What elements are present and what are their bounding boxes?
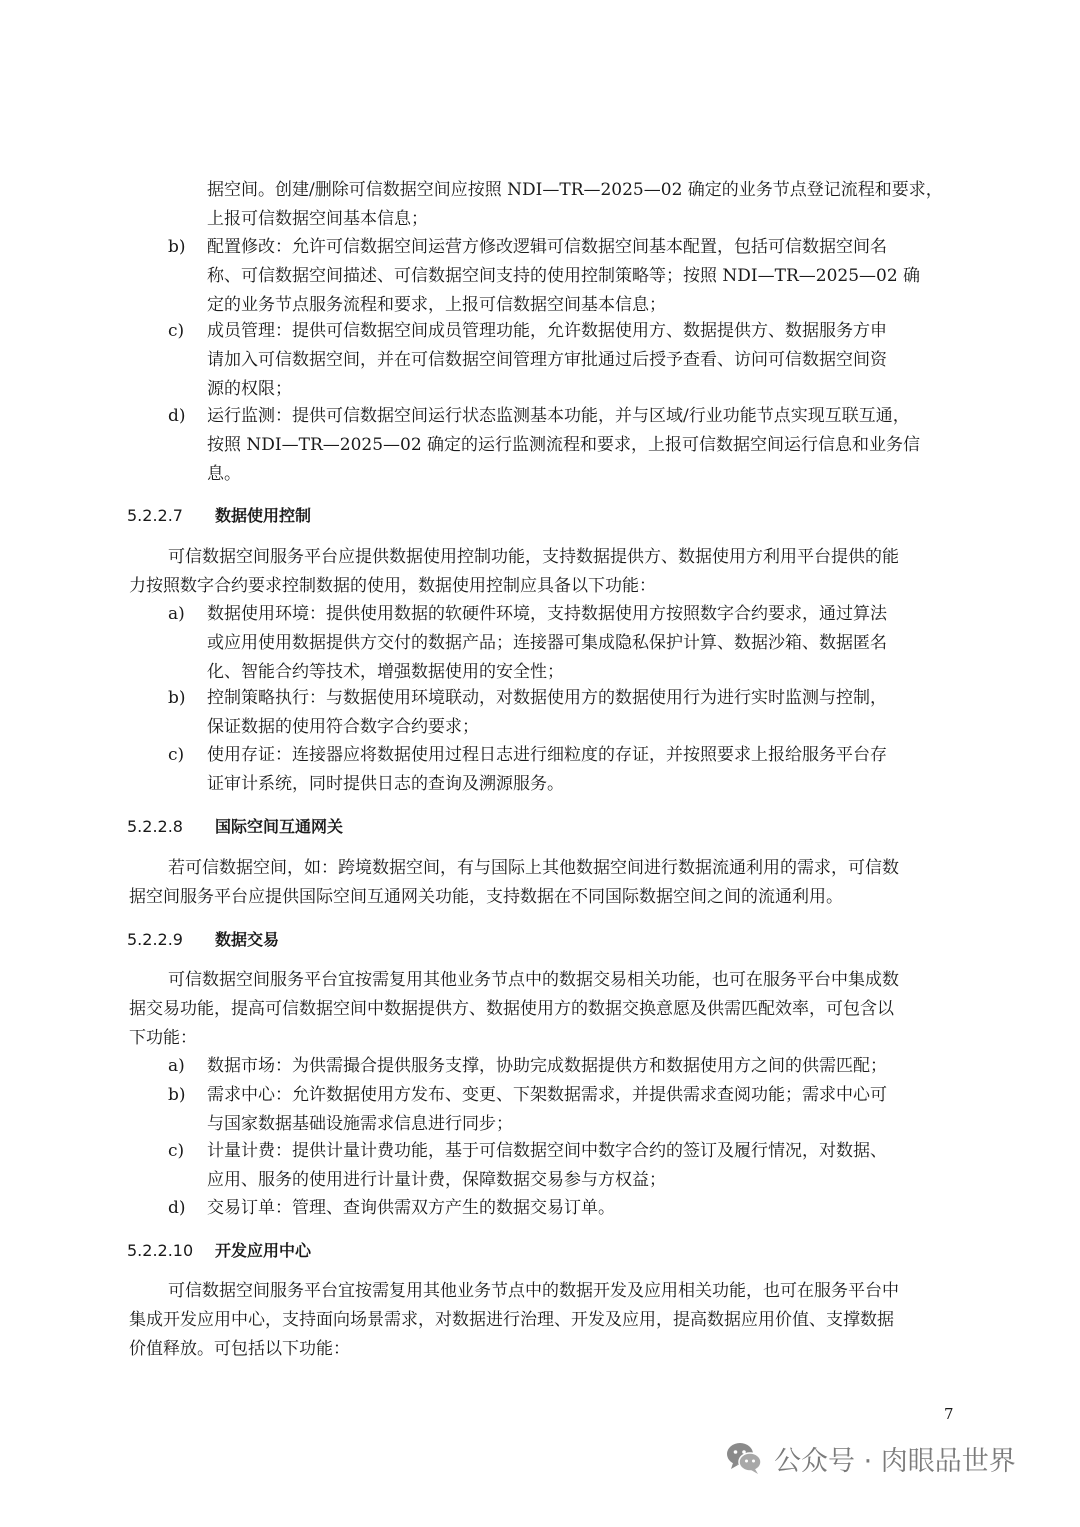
section-number: 5.2.2.7 bbox=[127, 506, 183, 525]
list-marker: c) bbox=[168, 1141, 185, 1161]
list-item-text bbox=[207, 1081, 887, 1139]
section-paragraph-continued bbox=[129, 883, 843, 912]
text-line: 下功能： bbox=[129, 1028, 197, 1048]
text-line: 据空间。创建/删除可信数据空间应按照 NDI—TR—2025—02 确定的业务节点登记流程和要求， bbox=[207, 180, 943, 200]
text-line: 据交易功能，提高可信数据空间中数据提供方、数据使用方的数据交换意愿及供需匹配效率，可包含以 bbox=[129, 999, 894, 1019]
text-line: 力按照数字合约要求控制数据的使用，数据使用控制应具备以下功能： bbox=[129, 576, 656, 596]
list-item-text bbox=[207, 1052, 887, 1081]
text-line: 可信数据空间服务平台宜按需复用其他业务节点中的数据开发及应用相关功能，也可在服务平台中 bbox=[168, 1281, 899, 1301]
text-line: 化、智能合约等技术，增强数据使用的安全性； bbox=[207, 662, 564, 682]
list-item-text bbox=[207, 741, 887, 799]
intro-paragraph bbox=[207, 176, 943, 234]
section-paragraph-continued bbox=[129, 572, 656, 601]
watermark-text: 公众号 · 肉眼品世界 bbox=[774, 1445, 1016, 1477]
section-paragraph bbox=[168, 543, 899, 572]
list-item-text bbox=[207, 1137, 887, 1195]
section-heading bbox=[127, 813, 343, 841]
list-marker: a) bbox=[168, 1056, 185, 1076]
text-line: 数据市场：为供需撮合提供服务支撑，协助完成数据提供方和数据使用方之间的供需匹配； bbox=[207, 1056, 887, 1076]
text-line: 息。 bbox=[207, 464, 241, 484]
list-marker: a) bbox=[168, 604, 185, 624]
list-item-text bbox=[207, 402, 920, 489]
text-line: 按照 NDI—TR—2025—02 确定的运行监测流程和要求，上报可信数据空间运行信息和业务信 bbox=[207, 435, 921, 455]
text-line: 应用、服务的使用进行计量计费，保障数据交易参与方权益； bbox=[207, 1170, 666, 1190]
section-title: 开发应用中心 bbox=[215, 1241, 312, 1260]
text-line: 与国家数据基础设施需求信息进行同步； bbox=[207, 1114, 513, 1134]
text-line: 集成开发应用中心，支持面向场景需求，对数据进行治理、开发及应用，提高数据应用价值、支撑数据 bbox=[129, 1310, 894, 1330]
text-line: 控制策略执行：与数据使用环境联动，对数据使用方的数据使用行为进行实时监测与控制， bbox=[207, 688, 887, 708]
section-paragraph bbox=[168, 1277, 899, 1306]
text-line: 需求中心：允许数据使用方发布、变更、下架数据需求，并提供需求查阅功能；需求中心可 bbox=[207, 1085, 887, 1105]
watermark bbox=[724, 1434, 1016, 1482]
text-line: 上报可信数据空间基本信息； bbox=[207, 209, 428, 229]
text-line: 源的权限； bbox=[207, 379, 292, 399]
section-title: 数据交易 bbox=[215, 930, 280, 949]
section-number: 5.2.2.8 bbox=[127, 817, 183, 836]
section-number: 5.2.2.10 bbox=[127, 1241, 194, 1260]
section-title: 数据使用控制 bbox=[215, 506, 312, 525]
page-number: 7 bbox=[944, 1405, 954, 1423]
list-marker: d) bbox=[168, 406, 186, 426]
text-line: 或应用使用数据提供方交付的数据产品；连接器可集成隐私保护计算、数据沙箱、数据匿名 bbox=[207, 633, 887, 653]
section-paragraph bbox=[168, 966, 899, 995]
text-line: 可信数据空间服务平台应提供数据使用控制功能，支持数据提供方、数据使用方利用平台提供的能 bbox=[168, 547, 899, 567]
section-paragraph-continued bbox=[129, 995, 894, 1053]
list-marker: d) bbox=[168, 1198, 186, 1218]
list-marker: b) bbox=[168, 237, 186, 257]
section-heading bbox=[127, 502, 311, 530]
list-item-text bbox=[207, 600, 887, 687]
wechat-icon bbox=[724, 1438, 764, 1478]
list-marker: c) bbox=[168, 321, 185, 341]
text-line: 若可信数据空间，如：跨境数据空间，有与国际上其他数据空间进行数据流通利用的需求，可信数 bbox=[168, 858, 899, 878]
text-line: 数据使用环境：提供使用数据的软硬件环境，支持数据使用方按照数字合约要求，通过算法 bbox=[207, 604, 887, 624]
list-marker: b) bbox=[168, 688, 186, 708]
text-line: 称、可信数据空间描述、可信数据空间支持的使用控制策略等；按照 NDI—TR—2025—02 确 bbox=[207, 266, 921, 286]
section-number: 5.2.2.9 bbox=[127, 930, 183, 949]
text-line: 使用存证：连接器应将数据使用过程日志进行细粒度的存证，并按照要求上报给服务平台存 bbox=[207, 745, 887, 765]
text-line: 定的业务节点服务流程和要求，上报可信数据空间基本信息； bbox=[207, 295, 666, 315]
text-line: 保证数据的使用符合数字合约要求； bbox=[207, 717, 479, 737]
section-paragraph bbox=[168, 854, 899, 883]
text-line: 证审计系统，同时提供日志的查询及溯源服务。 bbox=[207, 774, 564, 794]
list-item-text bbox=[207, 684, 887, 742]
text-line: 运行监测：提供可信数据空间运行状态监测基本功能，并与区域/行业功能节点实现互联互通， bbox=[207, 406, 910, 426]
text-line: 交易订单：管理、查询供需双方产生的数据交易订单。 bbox=[207, 1198, 615, 1218]
list-marker: c) bbox=[168, 745, 185, 765]
text-line: 成员管理：提供可信数据空间成员管理功能，允许数据使用方、数据提供方、数据服务方申 bbox=[207, 321, 887, 341]
list-item-text bbox=[207, 233, 920, 320]
text-line: 请加入可信数据空间，并在可信数据空间管理方审批通过后授予查看、访问可信数据空间资 bbox=[207, 350, 887, 370]
text-line: 可信数据空间服务平台宜按需复用其他业务节点中的数据交易相关功能，也可在服务平台中集成数 bbox=[168, 970, 899, 990]
section-heading bbox=[127, 926, 279, 954]
list-item-text bbox=[207, 1194, 615, 1223]
list-item-text bbox=[207, 317, 887, 404]
list-marker: b) bbox=[168, 1085, 186, 1105]
section-title: 国际空间互通网关 bbox=[215, 817, 344, 836]
text-line: 价值释放。可包括以下功能： bbox=[129, 1339, 350, 1359]
text-line: 配置修改：允许可信数据空间运营方修改逻辑可信数据空间基本配置，包括可信数据空间名 bbox=[207, 237, 887, 257]
section-heading bbox=[127, 1237, 311, 1265]
section-paragraph-continued bbox=[129, 1306, 894, 1364]
text-line: 计量计费：提供计量计费功能，基于可信数据空间中数字合约的签订及履行情况，对数据、 bbox=[207, 1141, 887, 1161]
text-line: 据空间服务平台应提供国际空间互通网关功能，支持数据在不同国际数据空间之间的流通利用。 bbox=[129, 887, 843, 907]
